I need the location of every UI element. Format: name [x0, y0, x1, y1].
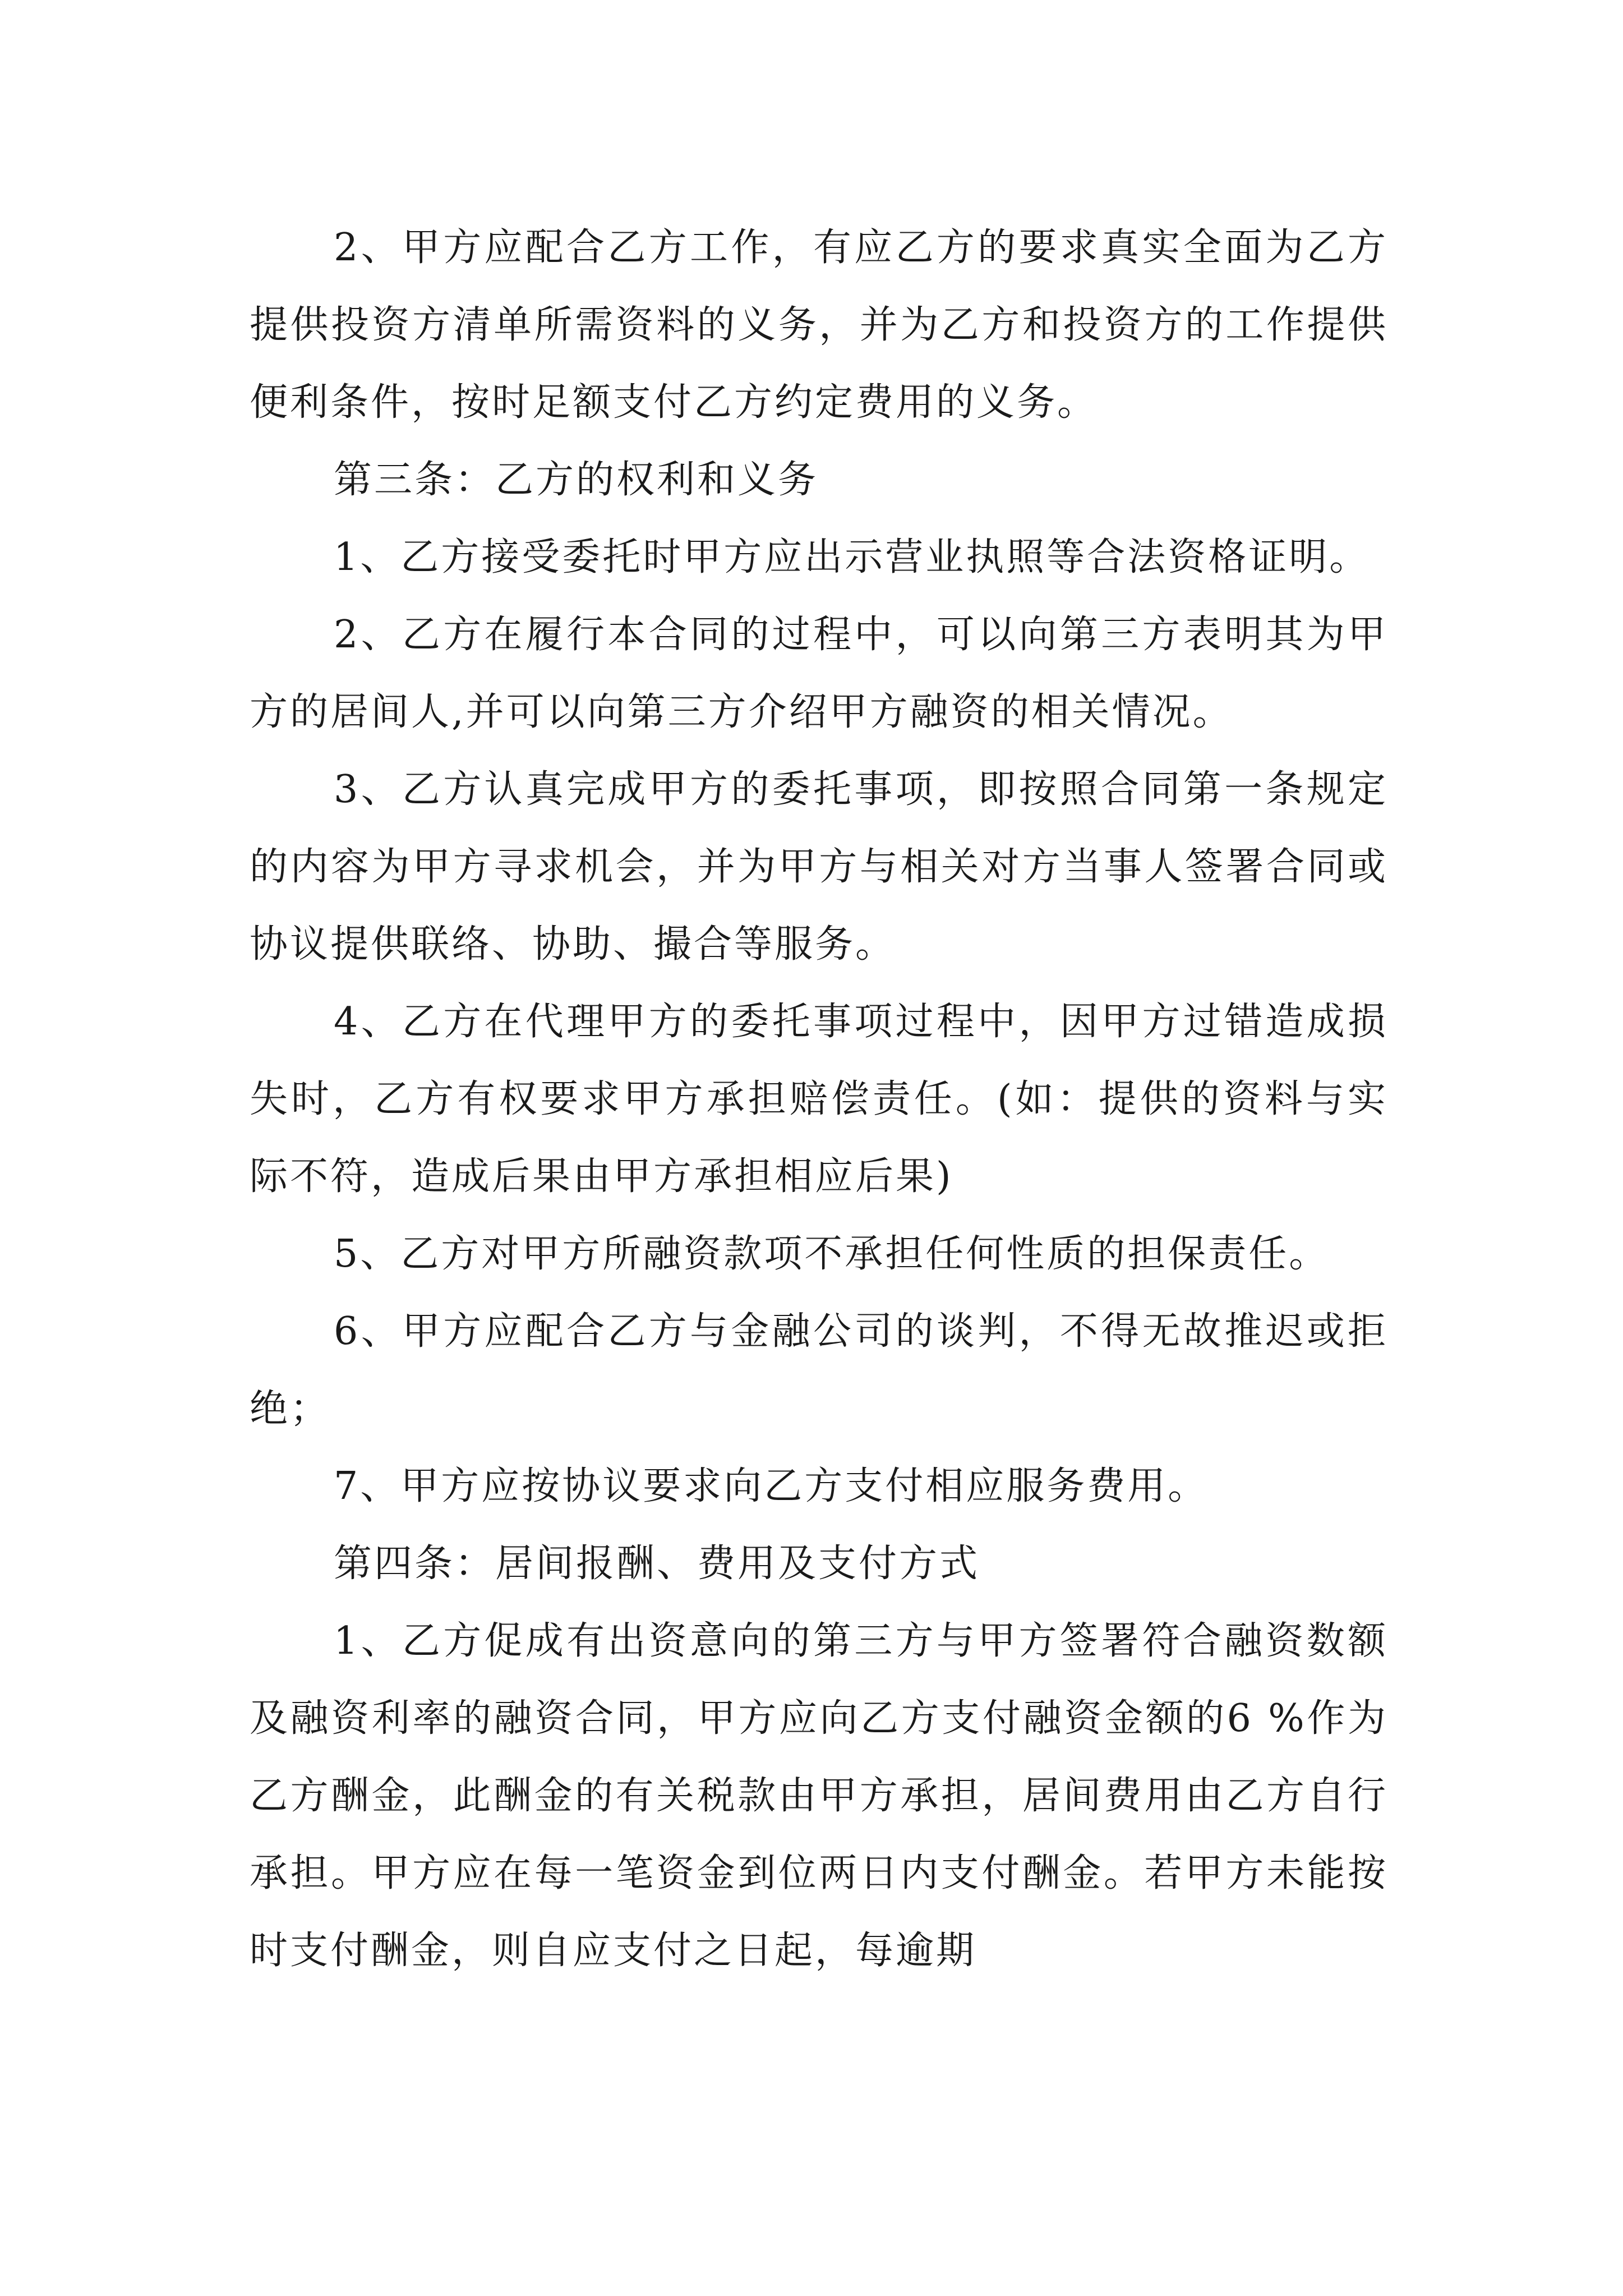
section-heading-article-3: 第三条：乙方的权利和义务	[334, 458, 819, 502]
document-body	[250, 209, 1388, 1990]
paragraph-fee-clause-1: 1、乙方促成有出资意向的第三方与甲方签署符合融资数额及融资利率的融资合同，甲方应向乙方支付融资金额的6 %作为乙方酬金，此酬金的有关税款由甲方承担，居间费用由乙方自行承担。甲方应在每一笔资金到位两日内支付酬金。若甲方未能按时支付酬金，则自应支付之日起，每逾期	[250, 1619, 1388, 1973]
paragraph-party-b-clause-7: 7、甲方应按协议要求向乙方支付相应服务费用。	[334, 1464, 1209, 1508]
paragraph-party-b-clause-6: 6、甲方应配合乙方与金融公司的谈判，不得无故推迟或拒绝；	[250, 1309, 1388, 1431]
paragraph-party-b-clause-3: 3、乙方认真完成甲方的委托事项，即按照合同第一条规定的内容为甲方寻求机会，并为甲方与相关对方当事人签署合同或协议提供联络、协助、撮合等服务。	[250, 767, 1388, 967]
paragraph-party-b-clause-2: 2、乙方在履行本合同的过程中，可以向第三方表明其为甲方的居间人,并可以向第三方介绍甲方融资的相关情况。	[250, 613, 1388, 734]
paragraph-party-a-obligation-2: 2、甲方应配合乙方工作，有应乙方的要求真实全面为乙方提供投资方清单所需资料的义务，并为乙方和投资方的工作提供便利条件，按时足额支付乙方约定费用的义务。	[250, 226, 1388, 425]
paragraph-party-b-clause-4: 4、乙方在代理甲方的委托事项过程中，因甲方过错造成损失时，乙方有权要求甲方承担赔偿责任。(如：提供的资料与实际不符，造成后果由甲方承担相应后果)	[250, 1000, 1388, 1199]
paragraph-party-b-clause-5: 5、乙方对甲方所融资款项不承担任何性质的担保责任。	[334, 1232, 1330, 1276]
paragraph-party-b-clause-1: 1、乙方接受委托时甲方应出示营业执照等合法资格证明。	[334, 535, 1370, 579]
section-heading-article-4: 第四条：居间报酬、费用及支付方式	[334, 1542, 980, 1586]
